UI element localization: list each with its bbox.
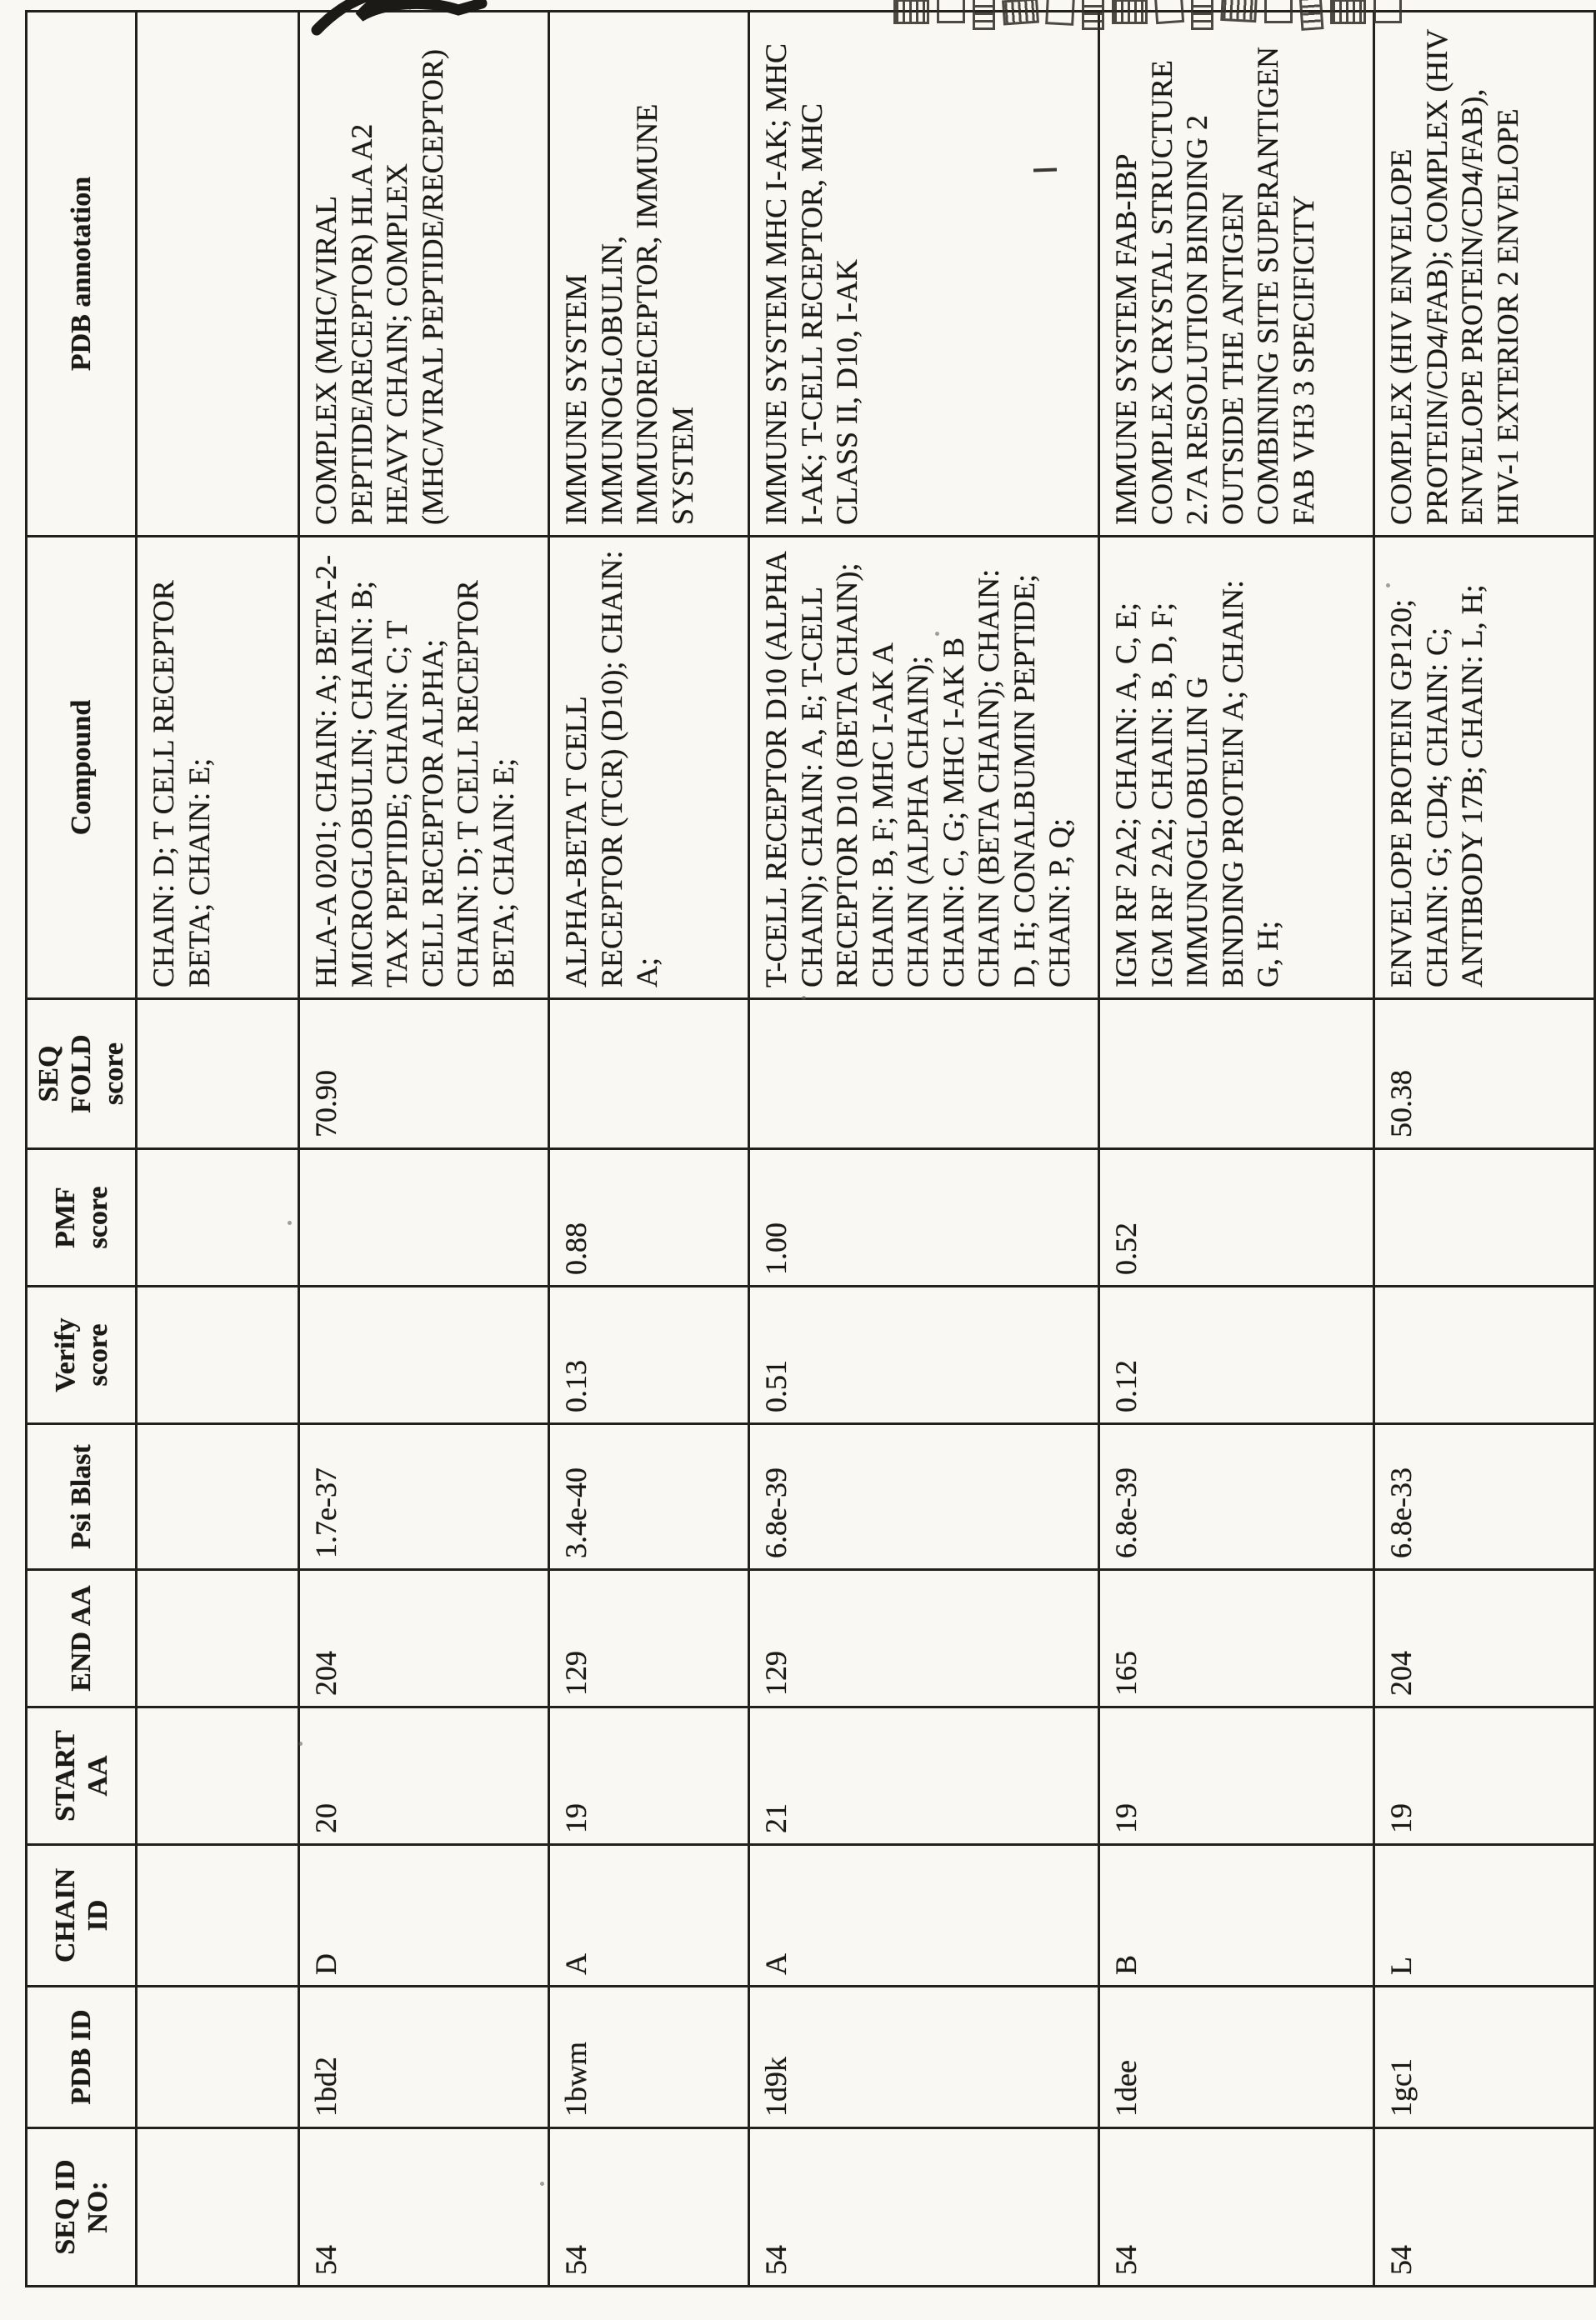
column-header-seq-id-no: SEQ ID NO: xyxy=(27,2128,137,2287)
cell-psi-blast: 6.8e-39 xyxy=(1099,1424,1374,1570)
column-header-end-aa: END AA xyxy=(27,1570,137,1708)
smudge-glyph xyxy=(1112,0,1148,24)
cell-chain-id: A xyxy=(549,1845,749,1987)
cell-end-aa: 204 xyxy=(1374,1570,1595,1708)
cell-pdb-id xyxy=(137,1987,299,2128)
cell-start-aa: 19 xyxy=(1099,1708,1374,1845)
cell-chain-id xyxy=(137,1845,299,1987)
smudge-glyph xyxy=(1330,0,1366,24)
cell-start-aa: 20 xyxy=(299,1708,549,1845)
header-row xyxy=(27,12,137,2287)
cell-verify-score xyxy=(1374,1287,1595,1424)
cell-pmf-score: 1.00 xyxy=(749,1149,1099,1287)
cell-seq-fold-score xyxy=(137,999,299,1149)
cell-pdb-annotation: IMMUNE SYSTEM IMMUNOGLOBULIN, IMMUNORECEPTOR, IMMUNE SYSTEM xyxy=(549,12,749,537)
cell-seq-id: 54 xyxy=(299,2128,549,2287)
cell-chain-id: A xyxy=(749,1845,1099,1987)
cell-start-aa: 19 xyxy=(549,1708,749,1845)
column-header-compound: Compound xyxy=(27,537,137,999)
column-header-pmf-score: PMF score xyxy=(27,1149,137,1287)
smudge-glyph xyxy=(1191,0,1213,30)
cell-start-aa: 19 xyxy=(1374,1708,1595,1845)
smudge-glyph xyxy=(1154,0,1184,24)
scan-swoosh-mark xyxy=(310,0,488,42)
cell-pmf-score xyxy=(1374,1149,1595,1287)
cell-compound: T-CELL RECEPTOR D10 (ALPHA CHAIN); CHAIN: A, E; T-CELL RECEPTOR D10 (BETA CHAIN); CHAIN: B, F; MHC I-AK A CHAIN (ALPHA CHAIN); CHAIN: C, G; MHC I-AK B CHAIN (BETA CHAIN); CHAIN: D, H; CONALBUMIN PEPTIDE; CHAIN: P, Q; xyxy=(749,537,1099,999)
scan-stamp-smudge xyxy=(893,0,1596,38)
table-row-continuation xyxy=(137,12,299,2287)
cell-seq-id: 54 xyxy=(1099,2128,1374,2287)
cell-chain-id: B xyxy=(1099,1845,1374,1987)
cell-verify-score: 0.12 xyxy=(1099,1287,1374,1424)
cell-seq-id xyxy=(137,2128,299,2287)
cell-seq-fold-score xyxy=(1099,999,1374,1149)
table-row-1d9k xyxy=(749,12,1099,2287)
smudge-glyph xyxy=(1045,0,1075,26)
smudge-glyph xyxy=(973,0,995,30)
smudge-glyph xyxy=(1082,0,1104,30)
smudge-glyph xyxy=(1373,0,1402,23)
smudge-glyph xyxy=(937,0,965,23)
cell-pdb-id: 1d9k xyxy=(749,1987,1099,2128)
scan-noise-dot xyxy=(288,1221,292,1225)
cell-end-aa xyxy=(137,1570,299,1708)
scan-noise-dot xyxy=(802,996,806,1000)
cell-start-aa: 21 xyxy=(749,1708,1099,1845)
cell-pdb-annotation: IMMUNE SYSTEM FAB-IBP COMPLEX CRYSTAL STRUCTURE 2.7A RESOLUTION BINDING 2 OUTSIDE THE ANTIGEN COMBINING SITE SUPERANTIGEN FAB VH3 3 SPECIFICITY xyxy=(1099,12,1374,537)
cell-pdb-annotation: IMMUNE SYSTEM MHC I-AK; MHC I-AK; T-CELL RECEPTOR, MHC CLASS II, D10, I-AK xyxy=(749,12,1099,537)
cell-seq-fold-score xyxy=(749,999,1099,1149)
column-header-chain-id: CHAIN ID xyxy=(27,1845,137,1987)
scan-noise-dot xyxy=(1386,583,1390,588)
cell-seq-id: 54 xyxy=(549,2128,749,2287)
table-row-1bwm xyxy=(549,12,749,2287)
cell-pmf-score: 0.52 xyxy=(1099,1149,1374,1287)
cell-verify-score: 0.13 xyxy=(549,1287,749,1424)
smudge-glyph xyxy=(1264,0,1293,23)
column-header-seq-fold-score: SEQ FOLD score xyxy=(27,999,137,1149)
cell-pdb-id: 1dee xyxy=(1099,1987,1374,2128)
cell-seq-fold-score xyxy=(549,999,749,1149)
column-header-verify-score: Verify score xyxy=(27,1287,137,1424)
cell-seq-id: 54 xyxy=(1374,2128,1595,2287)
cell-pmf-score xyxy=(137,1149,299,1287)
sequence-structure-table xyxy=(25,10,1596,2288)
column-header-psi-blast: Psi Blast xyxy=(27,1424,137,1570)
smudge-glyph xyxy=(1299,0,1324,31)
cell-compound: IGM RF 2A2; CHAIN: A, C, E; IGM RF 2A2; CHAIN: B, D, F; IMMUNOGLOBULIN G BINDING PROTEIN A; CHAIN: G, H; xyxy=(1099,537,1374,999)
cell-start-aa xyxy=(137,1708,299,1845)
smudge-glyph xyxy=(1220,0,1258,22)
cell-compound: ENVELOPE PROTEIN GP120; CHAIN: G; CD4; CHAIN: C; ANTIBODY 17B; CHAIN: L, H; xyxy=(1374,537,1595,999)
cell-verify-score: 0.51 xyxy=(749,1287,1099,1424)
cell-end-aa: 204 xyxy=(299,1570,549,1708)
table-row-1bd2 xyxy=(299,12,549,2287)
cell-psi-blast xyxy=(137,1424,299,1570)
cell-compound: CHAIN: D; T CELL RECEPTOR BETA; CHAIN: E; xyxy=(137,537,299,999)
cell-pmf-score xyxy=(299,1149,549,1287)
cell-chain-id: D xyxy=(299,1845,549,1987)
cell-psi-blast: 6.8e-39 xyxy=(749,1424,1099,1570)
cell-chain-id: L xyxy=(1374,1845,1595,1987)
cell-verify-score xyxy=(299,1287,549,1424)
column-header-pdb-id: PDB ID xyxy=(27,1987,137,2128)
cell-pmf-score: 0.88 xyxy=(549,1149,749,1287)
cell-pdb-id: 1gc1 xyxy=(1374,1987,1595,2128)
cell-pdb-annotation: COMPLEX (HIV ENVELOPE PROTEIN/CD4/FAB); COMPLEX (HIV ENVELOPE PROTEIN/CD4/FAB), HIV-1 EXTERIOR 2 ENVELOPE xyxy=(1374,12,1595,537)
column-header-pdb-annotation: PDB annotation xyxy=(27,12,137,537)
scan-noise-dot xyxy=(935,632,939,636)
cell-seq-fold-score: 50.38 xyxy=(1374,999,1595,1149)
cell-seq-id: 54 xyxy=(749,2128,1099,2287)
cell-pdb-id: 1bwm xyxy=(549,1987,749,2128)
column-header-start-aa: START AA xyxy=(27,1708,137,1845)
cell-compound: HLA-A 0201; CHAIN: A; BETA-2-MICROGLOBULIN; CHAIN: B; TAX PEPTIDE; CHAIN: C; T CELL RECEPTOR ALPHA; CHAIN: D; T CELL RECEPTOR BETA; CHAIN: E; xyxy=(299,537,549,999)
scan-noise-dot xyxy=(540,2182,544,2186)
cell-end-aa: 165 xyxy=(1099,1570,1374,1708)
cell-seq-fold-score: 70.90 xyxy=(299,999,549,1149)
table-row-1gc1 xyxy=(1374,12,1595,2287)
scan-noise-dot xyxy=(298,1742,303,1746)
smudge-glyph xyxy=(1002,0,1039,25)
cell-end-aa: 129 xyxy=(749,1570,1099,1708)
cell-psi-blast: 3.4e-40 xyxy=(549,1424,749,1570)
cell-pdb-annotation: COMPLEX (MHC/VIRAL PEPTIDE/RECEPTOR) HLA A2 HEAVY CHAIN; COMPLEX (MHC/VIRAL PEPTIDE/RECEPTOR) xyxy=(299,12,549,537)
cell-psi-blast: 1.7e-37 xyxy=(299,1424,549,1570)
cell-compound: ALPHA-BETA T CELL RECEPTOR (TCR) (D10); CHAIN: A; xyxy=(549,537,749,999)
cell-pdb-annotation xyxy=(137,12,299,537)
cell-psi-blast: 6.8e-33 xyxy=(1374,1424,1595,1570)
table-row-1dee xyxy=(1099,12,1374,2287)
cell-verify-score xyxy=(137,1287,299,1424)
smudge-glyph xyxy=(893,0,929,24)
cell-end-aa: 129 xyxy=(549,1570,749,1708)
cell-pdb-id: 1bd2 xyxy=(299,1987,549,2128)
